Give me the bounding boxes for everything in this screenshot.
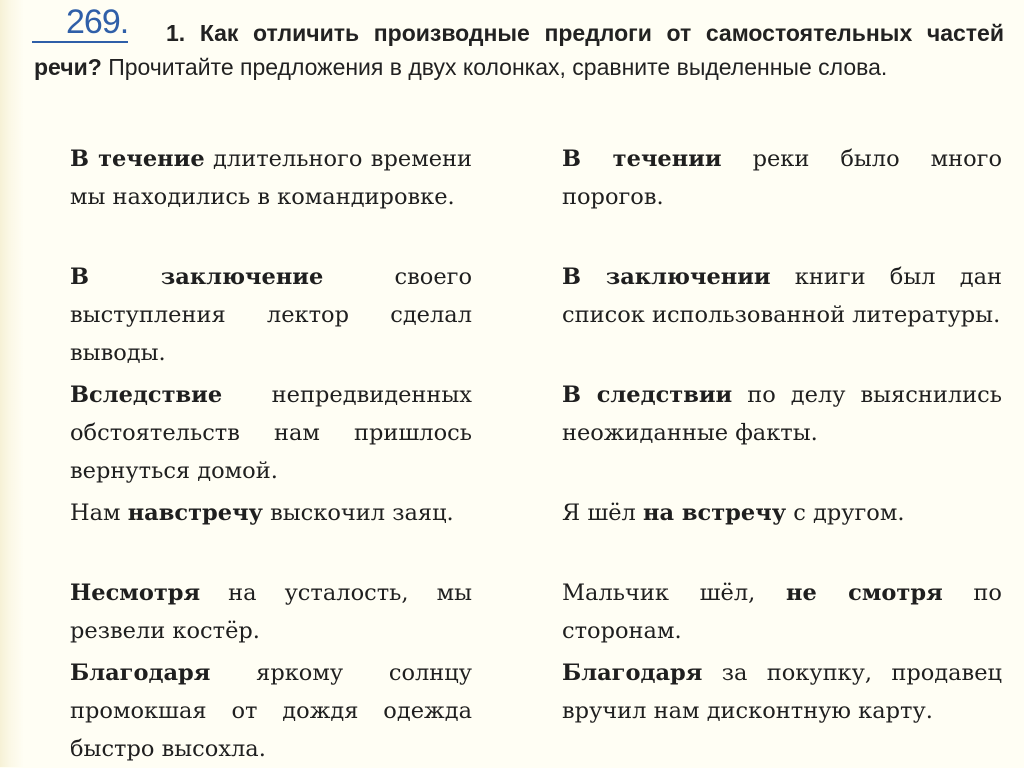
sentence-rest: по сторонам.: [562, 580, 1002, 644]
right-sentence-6: [562, 654, 1002, 730]
highlighted-word: навстречу: [127, 500, 263, 526]
left-sentence-6: [70, 654, 472, 768]
sentence-rest: яркому солнцу промокшая от дождя одежда быстро высохла.: [70, 660, 472, 762]
sentence-rest: выскочил заяц.: [262, 500, 454, 526]
left-sentence-1: [70, 140, 472, 216]
left-sentence-2: [70, 258, 472, 372]
task-number: 1.: [166, 20, 186, 46]
sentence-rest: непредвиденных обстоятельств нам пришлось вернуться домой.: [70, 382, 472, 484]
left-sentence-4: [70, 494, 472, 532]
highlighted-word: Вследствие: [70, 382, 223, 408]
exercise-number: 269.: [32, 4, 128, 43]
exercise-task: [34, 16, 1004, 84]
sentence-rest: за покупку, продавец вручил нам дисконтную карту.: [562, 660, 1002, 724]
sentence-pre: Мальчик шёл,: [562, 580, 787, 606]
sentence-rest: книги был дан список использованной литературы.: [562, 264, 1002, 328]
highlighted-word: не смотря: [786, 580, 943, 606]
highlighted-word: Благодаря: [562, 660, 703, 686]
highlighted-word: В течении: [562, 146, 722, 172]
right-sentence-1: [562, 140, 1002, 216]
task-question: Как отличить производные предлоги от самостоятельных частей речи?: [34, 20, 1004, 80]
sentence-rest: на усталость, мы резвели костёр.: [70, 580, 472, 644]
sentence-rest: своего выступления лектор сделал выводы.: [70, 264, 472, 366]
right-sentence-4: [562, 494, 1002, 532]
left-sentence-3: [70, 376, 472, 490]
left-sentence-5: [70, 574, 472, 650]
task-instruction: Прочитайте предложения в двух колонках, сравните выделенные слова.: [108, 54, 888, 80]
highlighted-word: В следствии: [562, 382, 733, 408]
sentence-pre: Я шёл: [562, 500, 644, 526]
right-sentence-2: [562, 258, 1002, 334]
highlighted-word: В заключение: [70, 264, 324, 290]
highlighted-word: на встречу: [643, 500, 787, 526]
sentence-rest: длительного времени мы находились в командировке.: [70, 146, 472, 210]
sentence-rest: реки было много порогов.: [562, 146, 1002, 210]
right-sentence-5: [562, 574, 1002, 650]
highlighted-word: Благодаря: [70, 660, 211, 686]
right-sentence-3: [562, 376, 1002, 452]
sentence-rest: с другом.: [786, 500, 905, 526]
highlighted-word: Несмотря: [70, 580, 201, 606]
highlighted-word: В заключении: [562, 264, 771, 290]
sentence-pre: Нам: [70, 500, 128, 526]
highlighted-word: В течение: [70, 146, 205, 172]
sentence-rest: по делу выяснились неожиданные факты.: [562, 382, 1002, 446]
